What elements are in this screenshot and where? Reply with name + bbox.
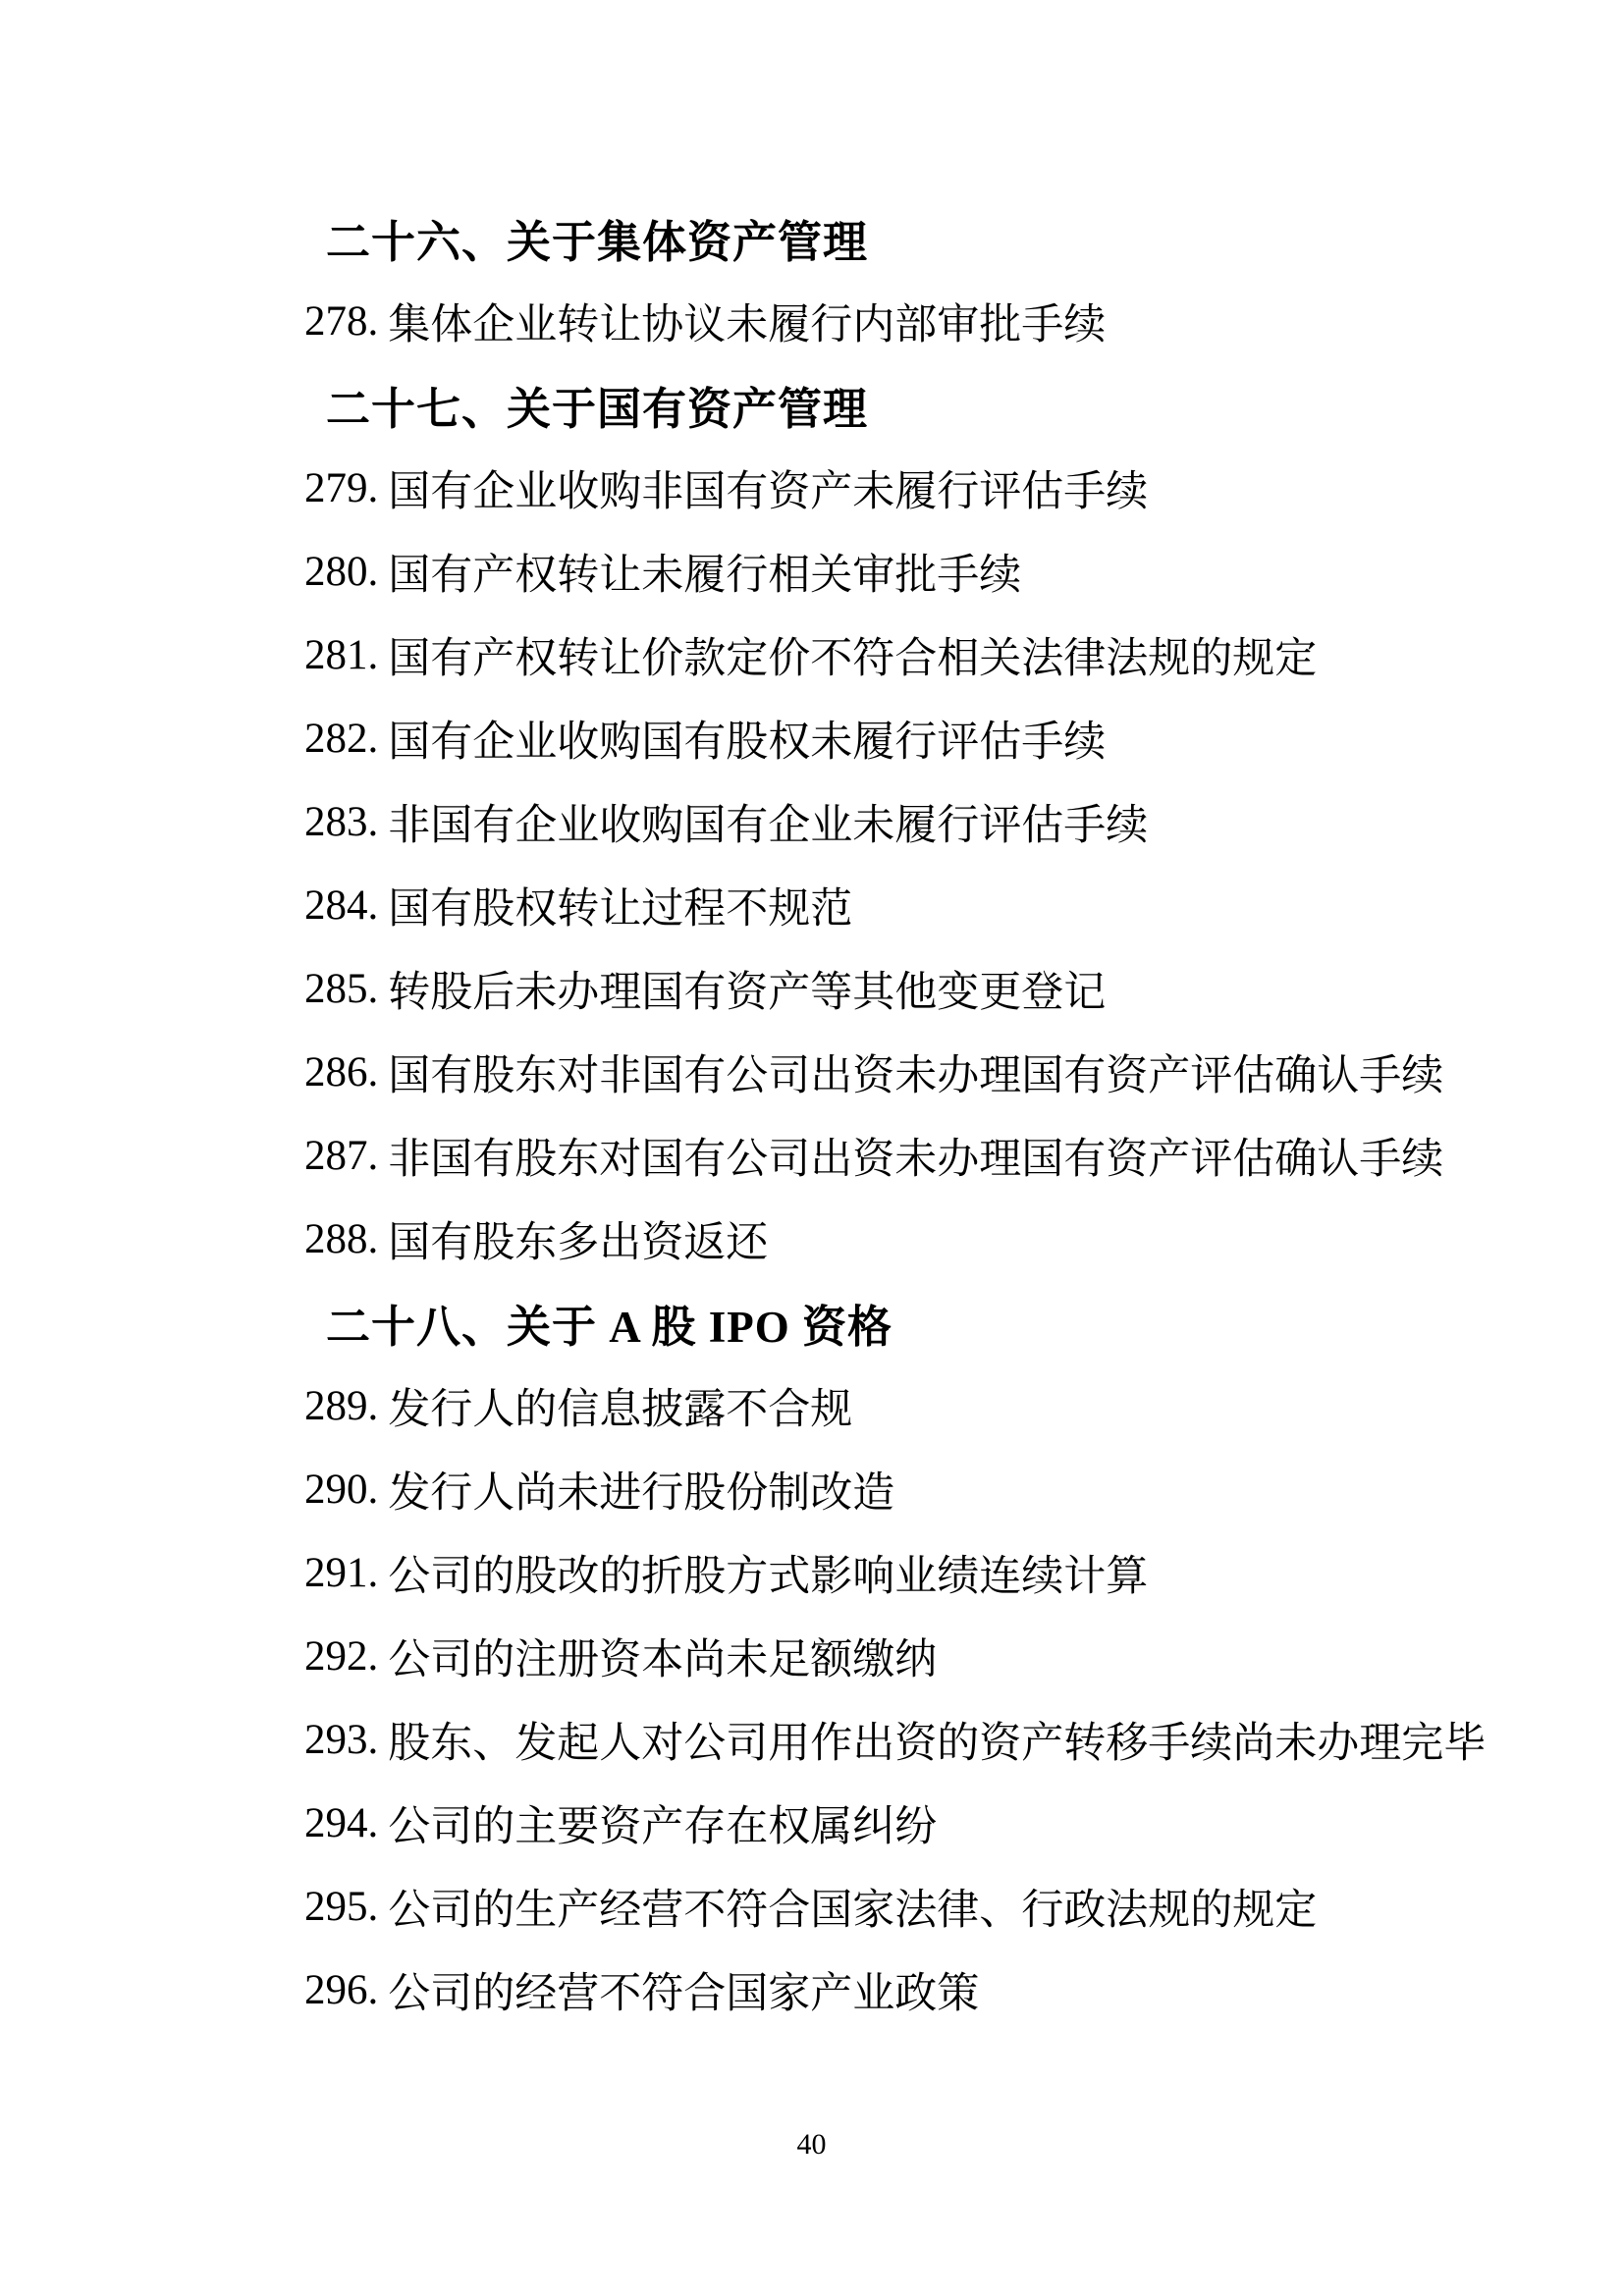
list-item-285 <box>0 947 1623 1031</box>
item-text: 集体企业转让协议未履行内部审批手续 <box>388 302 1107 348</box>
item-number: 279. <box>304 465 379 511</box>
list-item-282 <box>0 697 1623 780</box>
list-item-284 <box>0 864 1623 947</box>
item-text: 公司的经营不符合国家产业政策 <box>388 1971 980 2017</box>
item-text: 股东、发起人对公司用作出资的资产转移手续尚未办理完毕 <box>388 1721 1487 1767</box>
item-number: 291. <box>304 1550 379 1596</box>
item-number: 285. <box>304 966 379 1012</box>
item-text: 国有企业收购非国有资产未履行评估手续 <box>388 469 1149 515</box>
item-text: 公司的注册资本尚未足额缴纳 <box>388 1637 938 1683</box>
item-text: 国有股东对非国有公司出资未办理国有资产评估确认手续 <box>388 1053 1444 1099</box>
item-text: 公司的生产经营不符合国家法律、行政法规的规定 <box>388 1888 1318 1934</box>
item-text: 国有股东多出资返还 <box>388 1220 769 1266</box>
item-number: 296. <box>304 1967 379 2013</box>
item-text: 非国有企业收购国有企业未履行评估手续 <box>388 803 1149 849</box>
list-item-281 <box>0 614 1623 697</box>
item-number: 294. <box>304 1800 379 1846</box>
list-item-293 <box>0 1698 1623 1782</box>
item-text: 国有产权转让未履行相关审批手续 <box>388 553 1022 599</box>
list-item-296 <box>0 1949 1623 2032</box>
list-item-288 <box>0 1198 1623 1281</box>
item-text: 发行人尚未进行股份制改造 <box>388 1470 895 1517</box>
page-number: 40 <box>796 2128 827 2161</box>
list-item-294 <box>0 1782 1623 1865</box>
item-number: 284. <box>304 882 379 929</box>
item-number: 288. <box>304 1216 379 1262</box>
item-number: 282. <box>304 716 379 762</box>
item-number: 290. <box>304 1467 379 1513</box>
checklist-content <box>0 196 1623 2032</box>
item-text: 公司的股改的折股方式影响业绩连续计算 <box>388 1554 1149 1600</box>
section-heading-text: 二十八、关于 A 股 IPO 资格 <box>326 1303 893 1352</box>
item-text: 国有企业收购国有股权未履行评估手续 <box>388 720 1107 766</box>
item-number: 293. <box>304 1717 379 1763</box>
item-number: 283. <box>304 799 379 845</box>
section-heading-text: 二十七、关于国有资产管理 <box>326 385 869 434</box>
item-text: 国有股权转让过程不规范 <box>388 886 853 933</box>
item-text: 公司的主要资产存在权属纠纷 <box>388 1804 938 1850</box>
item-text: 国有产权转让价款定价不符合相关法律法规的规定 <box>388 636 1318 682</box>
item-number: 295. <box>304 1884 379 1930</box>
section-heading-27 <box>0 363 1623 447</box>
list-item-295 <box>0 1865 1623 1949</box>
list-item-279 <box>0 447 1623 530</box>
item-number: 281. <box>304 632 379 678</box>
section-heading-28 <box>0 1281 1623 1364</box>
section-heading-text: 二十六、关于集体资产管理 <box>326 218 869 267</box>
list-item-286 <box>0 1031 1623 1114</box>
item-number: 286. <box>304 1049 379 1095</box>
item-text: 非国有股东对国有公司出资未办理国有资产评估确认手续 <box>388 1137 1444 1183</box>
list-item-289 <box>0 1364 1623 1448</box>
list-item-280 <box>0 530 1623 614</box>
item-number: 278. <box>304 298 379 345</box>
section-heading-26 <box>0 196 1623 280</box>
list-item-278 <box>0 280 1623 363</box>
item-number: 292. <box>304 1633 379 1680</box>
item-text: 发行人的信息披露不合规 <box>388 1387 853 1433</box>
page-footer <box>0 2128 1623 2162</box>
list-item-290 <box>0 1448 1623 1531</box>
item-text: 转股后未办理国有资产等其他变更登记 <box>388 970 1107 1016</box>
list-item-287 <box>0 1114 1623 1198</box>
list-item-292 <box>0 1615 1623 1698</box>
item-number: 287. <box>304 1133 379 1179</box>
list-item-291 <box>0 1531 1623 1615</box>
item-number: 280. <box>304 549 379 595</box>
item-number: 289. <box>304 1383 379 1429</box>
list-item-283 <box>0 780 1623 864</box>
